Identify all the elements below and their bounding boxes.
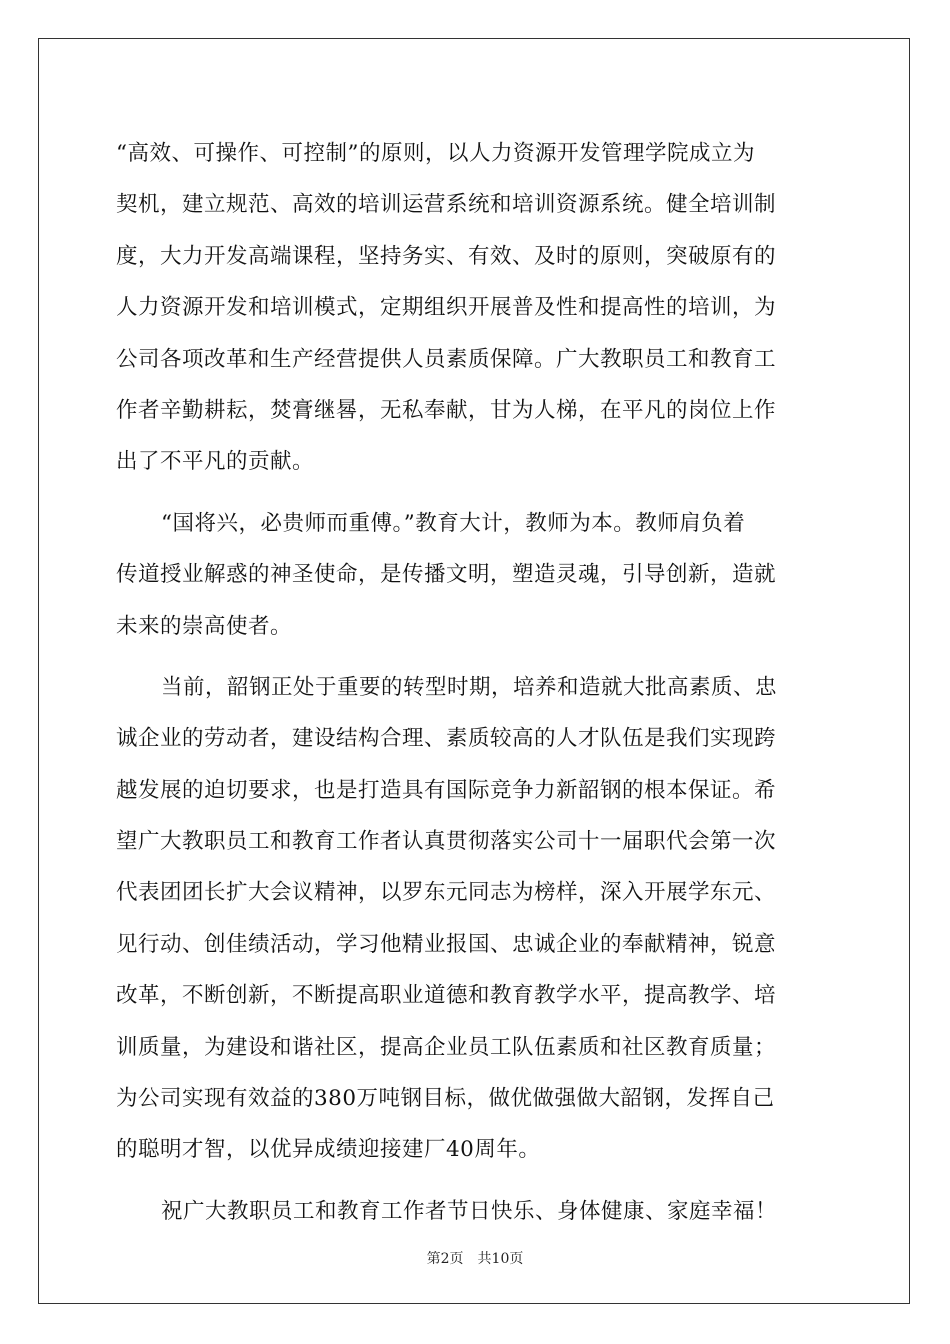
text-line: 人力资源开发和培训模式，定期组织开展普及性和提高性的培训，为	[116, 295, 777, 321]
text-line: 代表团团长扩大会议精神，以罗东元同志为榜样，深入开展学东元、	[116, 880, 777, 906]
paragraph-2	[116, 498, 834, 652]
text-line: 未来的崇高使者。	[116, 613, 293, 639]
text-line: “高效、可操作、可控制”的原则，以人力资源开发管理学院成立为	[116, 141, 755, 166]
text-line: 改革，不断创新，不断提高职业道德和教育教学水平，提高教学、培	[116, 983, 777, 1009]
paragraph-3	[116, 662, 834, 1176]
text-line: 传道授业解惑的神圣使命，是传播文明，塑造灵魂，引导创新，造就	[116, 562, 777, 588]
page-footer	[0, 1248, 950, 1268]
text-line: 作者辛勤耕耘，焚膏继晷，无私奉献，甘为人梯，在平凡的岗位上作	[116, 397, 777, 423]
text-line: 为公司实现有效益的380万吨钢目标，做优做强做大韶钢，发挥自己	[116, 1086, 775, 1112]
page-total: 共10页	[477, 1251, 524, 1267]
text-line: 见行动、创佳绩活动，学习他精业报国、忠诚企业的奉献精神，锐意	[116, 931, 777, 957]
text-line: 当前，韶钢正处于重要的转型时期，培养和造就大批高素质、忠	[161, 674, 778, 700]
text-line: 的聪明才智，以优异成绩迎接建厂40周年。	[116, 1137, 541, 1163]
text-line: 公司各项改革和生产经营提供人员素质保障。广大教职员工和教育工	[116, 346, 777, 372]
document-body	[116, 128, 834, 1237]
paragraph-1	[116, 128, 834, 488]
text-line: 训质量，为建设和谐社区，提高企业员工队伍素质和社区教育质量；	[116, 1034, 777, 1060]
text-line: 契机，建立规范、高效的培训运营系统和培训资源系统。健全培训制	[116, 192, 777, 218]
text-line: “国将兴，必贵师而重傅。”教育大计，教师为本。教师肩负着	[161, 510, 746, 536]
page-number: 第2页	[426, 1251, 464, 1267]
paragraph-4	[116, 1186, 834, 1237]
text-line: 祝广大教职员工和教育工作者节日快乐、身体健康、家庭幸福！	[161, 1198, 778, 1224]
text-line: 出了不平凡的贡献。	[116, 449, 315, 475]
text-line: 望广大教职员工和教育工作者认真贯彻落实公司十一届职代会第一次	[116, 829, 777, 855]
text-line: 度，大力开发高端课程，坚持务实、有效、及时的原则，突破原有的	[116, 243, 777, 269]
text-line: 诚企业的劳动者，建设结构合理、素质较高的人才队伍是我们实现跨	[116, 726, 777, 752]
text-line: 越发展的迫切要求，也是打造具有国际竞争力新韶钢的根本保证。希	[116, 777, 777, 803]
